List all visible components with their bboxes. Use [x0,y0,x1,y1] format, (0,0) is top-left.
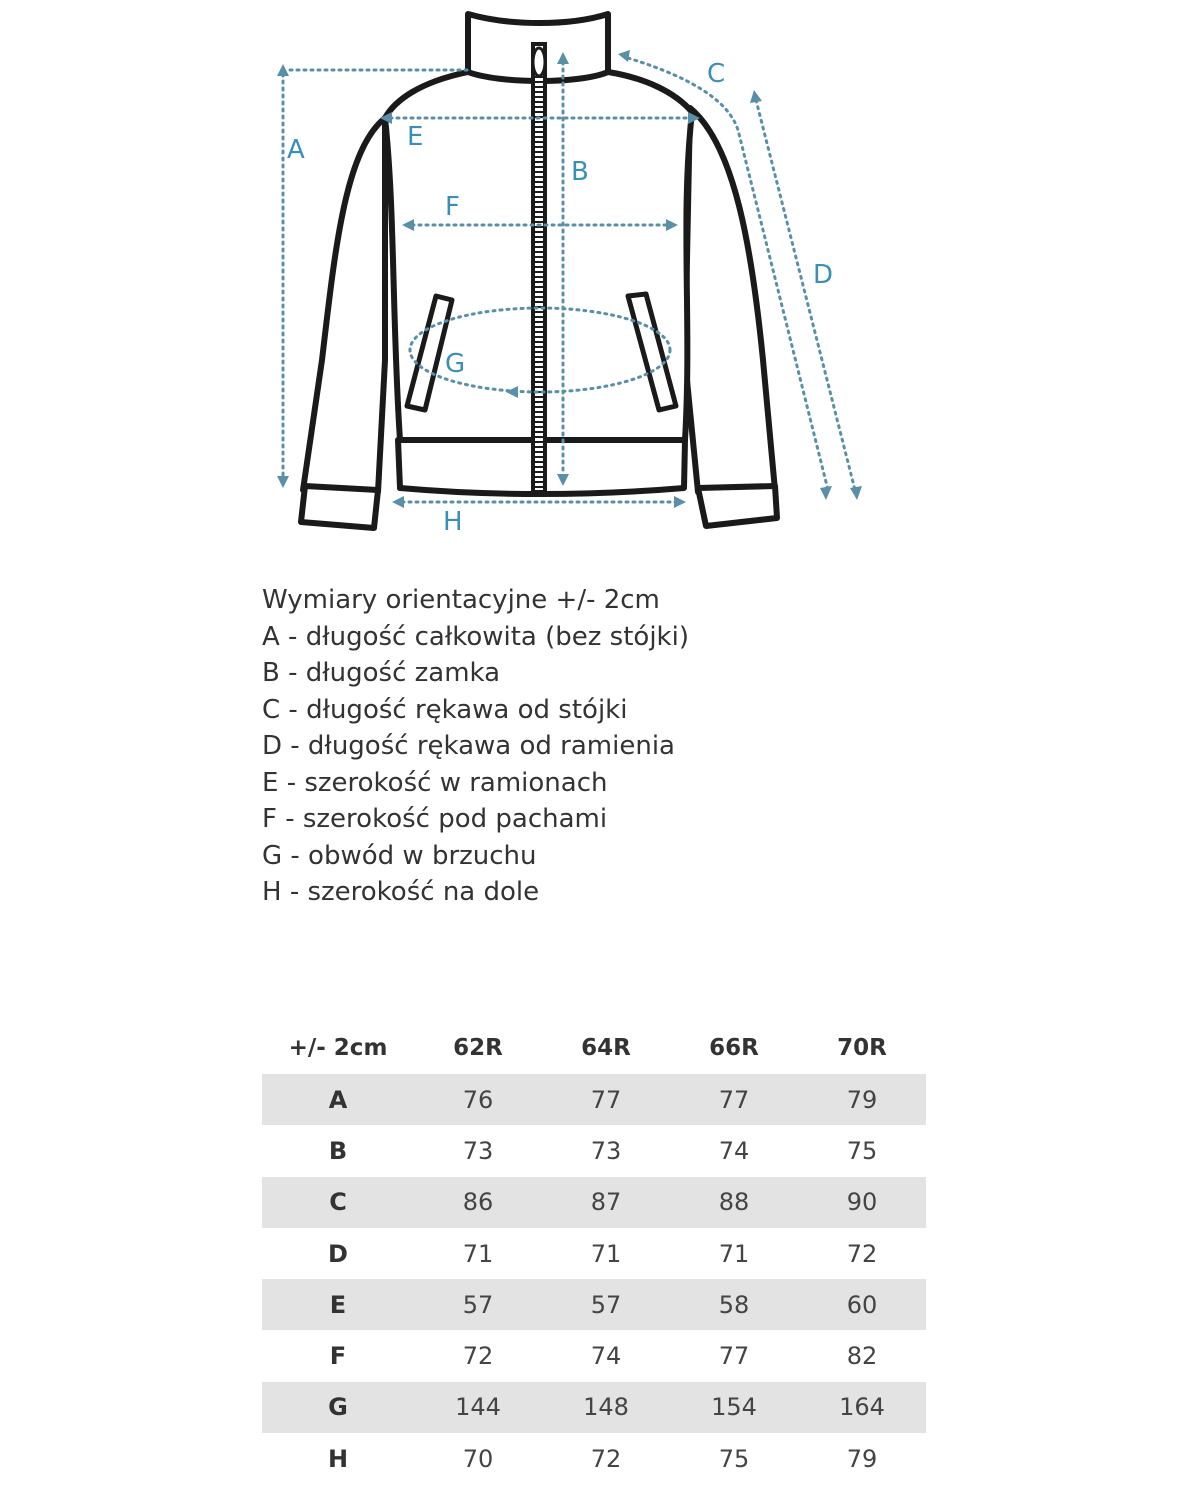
table-row [262,1228,926,1279]
table-cell: 148 [542,1382,670,1433]
table-cell: 164 [798,1382,926,1433]
measure-d-arrow-bottom [850,486,862,500]
label-e: E [407,122,424,152]
row-label: F [329,1342,347,1371]
legend-item-f: F - szerokość pod pachami [262,804,608,834]
table-row [262,1330,926,1381]
right-sleeve [685,108,775,492]
legend-item-e: E - szerokość w ramionach [262,767,608,798]
table-cell: 82 [846,1342,878,1371]
legend-item-h: H - szerokość na dole [262,877,540,907]
measure-h-arrow-left [392,496,404,508]
label-g: G [445,349,466,379]
legend-item-b: B - długość zamka [262,658,501,688]
table-cell: 88 [670,1177,798,1228]
header-size-62r: 62R [453,1035,503,1061]
table-cell: 144 [414,1382,542,1433]
table-cell: 86 [414,1177,542,1228]
measure-a-arrow-bottom [277,476,289,488]
size-table [262,1022,926,1484]
row-label: B [328,1136,348,1165]
table-cell: 70 [462,1444,494,1473]
row-label: E [262,1279,414,1330]
row-label: H [327,1444,349,1473]
measure-d-arrow-top [750,90,762,103]
label-c: C [707,59,726,89]
table-cell: 71 [462,1239,494,1268]
table-cell: 74 [590,1342,622,1371]
legend-item-c: C - długość rękawa od stójki [262,694,628,725]
table-cell: 79 [846,1444,878,1473]
label-a: A [287,135,305,165]
measure-c-arrow-top [618,50,630,62]
table-cell: 90 [798,1177,926,1228]
measure-h-arrow-right [674,496,686,508]
measure-a-arrow-top [277,64,289,76]
table-cell: 77 [670,1074,798,1125]
table-cell: 74 [718,1136,750,1165]
row-label: A [262,1074,414,1125]
left-cuff [301,486,378,528]
table-cell: 71 [590,1239,622,1268]
legend-item-d: D - długość rękawa od ramienia [262,731,675,761]
table-cell: 71 [718,1239,750,1268]
header-size-66r: 66R [709,1035,759,1061]
right-cuff [698,486,777,526]
measure-c-arrow-bottom [820,486,832,500]
left-sleeve [303,118,385,492]
measurement-legend [262,582,962,911]
table-header-row [262,1022,926,1074]
table-cell: 58 [670,1279,798,1330]
table-cell: 77 [542,1074,670,1125]
row-label: G [262,1382,414,1433]
table-cell: 72 [846,1239,878,1268]
legend-item-g: G - obwód w brzuchu [262,840,537,871]
table-row [262,1125,926,1176]
legend-item-a: A - długość całkowita (bez stójki) [262,621,689,652]
table-row [262,1177,926,1228]
header-size-70r: 70R [837,1035,887,1061]
table-row [262,1382,926,1433]
header-tolerance: +/- 2cm [288,1035,388,1061]
table-cell: 77 [718,1342,750,1371]
table-cell: 87 [542,1177,670,1228]
row-label: D [328,1239,348,1268]
table-row [262,1074,926,1125]
table-cell: 57 [542,1279,670,1330]
table-cell: 60 [798,1279,926,1330]
table-cell: 75 [846,1136,878,1165]
jacket-measurement-diagram [0,0,1200,560]
table-cell: 72 [590,1444,622,1473]
table-cell: 79 [798,1074,926,1125]
table-cell: 76 [414,1074,542,1125]
label-h: H [443,507,463,537]
table-cell: 75 [718,1444,750,1473]
label-f: F [445,192,460,222]
label-b: B [571,157,589,187]
table-row [262,1279,926,1330]
table-row [262,1433,926,1484]
table-cell: 57 [414,1279,542,1330]
table-cell: 73 [462,1136,494,1165]
table-cell: 154 [670,1382,798,1433]
label-d: D [813,260,834,290]
table-cell: 72 [462,1342,494,1371]
table-cell: 73 [590,1136,622,1165]
zipper-pull [533,48,545,76]
header-size-64r: 64R [581,1035,631,1061]
row-label: C [262,1177,414,1228]
legend-note: Wymiary orientacyjne +/- 2cm [262,585,660,615]
